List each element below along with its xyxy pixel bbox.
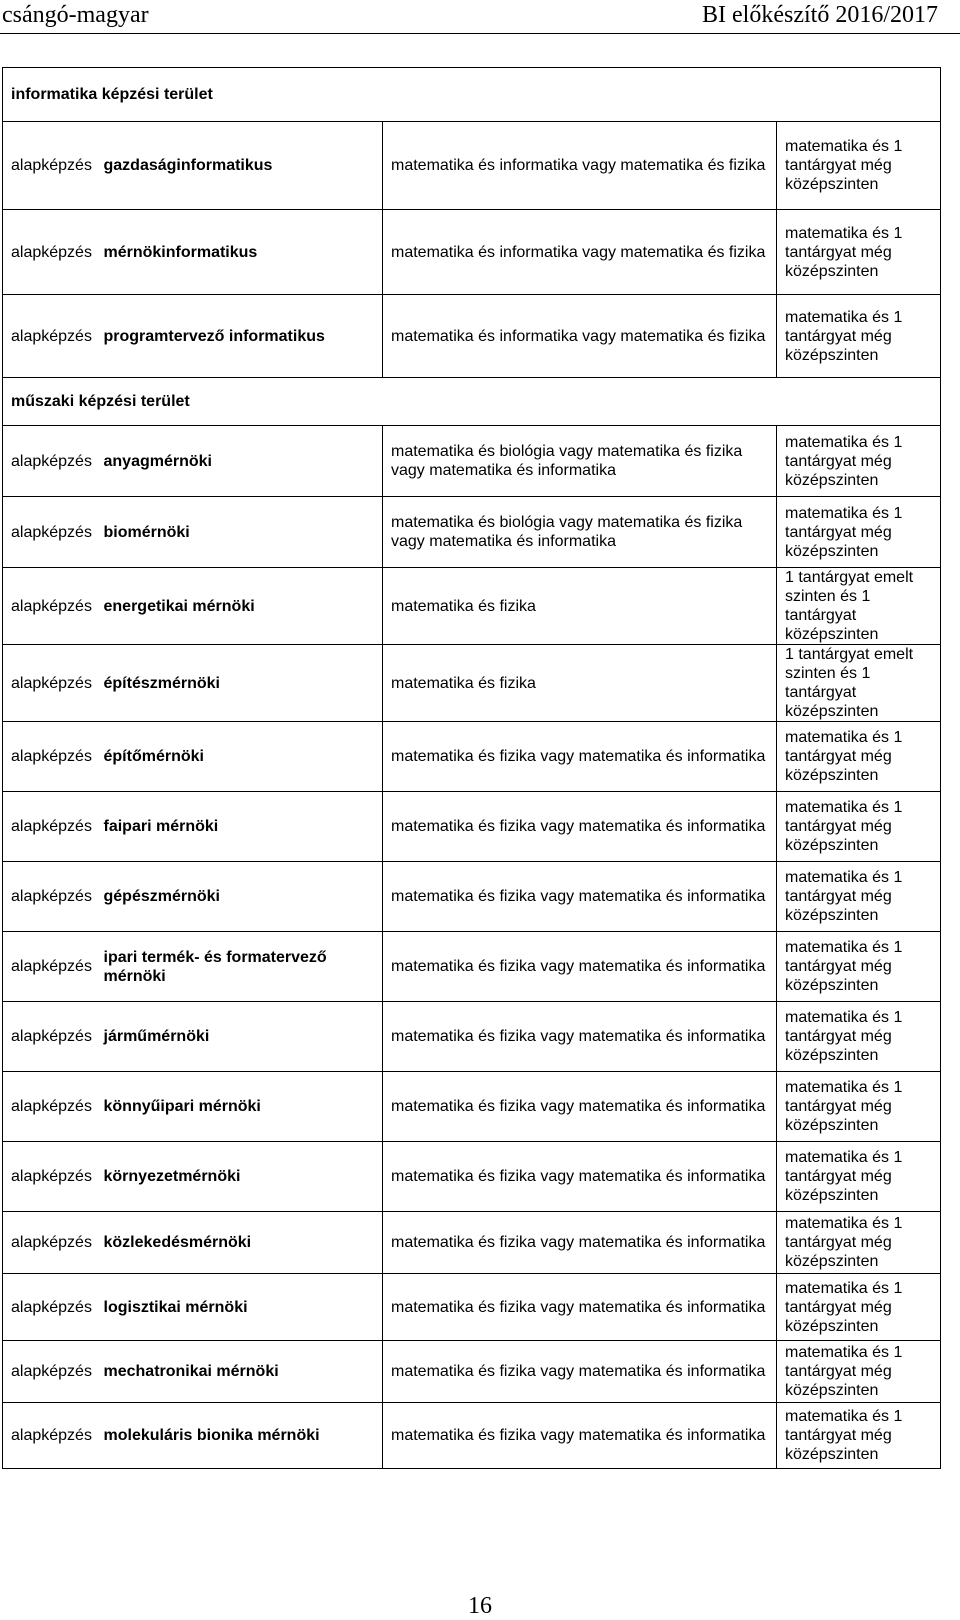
level-cell: alapképzés bbox=[3, 1072, 100, 1142]
table-row bbox=[3, 722, 941, 792]
requirement-cell: matematika és 1 tantárgyat még középszinten bbox=[777, 1341, 941, 1403]
requirement-cell: 1 tantárgyat emelt szinten és 1 tantárgyat középszinten bbox=[777, 568, 941, 645]
subjects-cell: matematika és fizika vagy matematika és informatika bbox=[383, 1274, 777, 1341]
page-number: 16 bbox=[468, 1593, 492, 1619]
section-header-row bbox=[3, 378, 941, 426]
requirement-cell: matematika és 1 tantárgyat még középszinten bbox=[777, 792, 941, 862]
program-name-cell: járműmérnöki bbox=[100, 1002, 383, 1072]
program-name-cell: mérnökinformatikus bbox=[100, 210, 383, 295]
table-row bbox=[3, 1403, 941, 1469]
subjects-cell: matematika és fizika vagy matematika és informatika bbox=[383, 1341, 777, 1403]
program-name-cell: molekuláris bionika mérnöki bbox=[100, 1403, 383, 1469]
subjects-cell: matematika és informatika vagy matematika és fizika bbox=[383, 122, 777, 210]
requirement-cell: 1 tantárgyat emelt szinten és 1 tantárgyat középszinten bbox=[777, 645, 941, 722]
level-cell: alapképzés bbox=[3, 792, 100, 862]
subjects-cell: matematika és fizika bbox=[383, 645, 777, 722]
table-row bbox=[3, 862, 941, 932]
table-row bbox=[3, 210, 941, 295]
requirement-cell: matematika és 1 tantárgyat még középszinten bbox=[777, 1072, 941, 1142]
table-row bbox=[3, 792, 941, 862]
level-cell: alapképzés bbox=[3, 1002, 100, 1072]
requirement-cell: matematika és 1 tantárgyat még középszinten bbox=[777, 1002, 941, 1072]
subjects-cell: matematika és fizika vagy matematika és informatika bbox=[383, 1212, 777, 1274]
program-name-cell: gépészmérnöki bbox=[100, 862, 383, 932]
program-name-cell: logisztikai mérnöki bbox=[100, 1274, 383, 1341]
program-name-cell: programtervező informatikus bbox=[100, 295, 383, 378]
subjects-cell: matematika és biológia vagy matematika és fizika vagy matematika és informatika bbox=[383, 497, 777, 568]
program-name-cell: gazdaságinformatikus bbox=[100, 122, 383, 210]
program-name-cell: könnyűipari mérnöki bbox=[100, 1072, 383, 1142]
level-cell: alapképzés bbox=[3, 210, 100, 295]
requirement-cell: matematika és 1 tantárgyat még középszinten bbox=[777, 1212, 941, 1274]
requirement-cell: matematika és 1 tantárgyat még középszinten bbox=[777, 932, 941, 1002]
subjects-cell: matematika és informatika vagy matematika és fizika bbox=[383, 295, 777, 378]
level-cell: alapképzés bbox=[3, 722, 100, 792]
level-cell: alapképzés bbox=[3, 932, 100, 1002]
section-header-row bbox=[3, 68, 941, 122]
level-cell: alapképzés bbox=[3, 1274, 100, 1341]
program-name-cell: építészmérnöki bbox=[100, 645, 383, 722]
requirement-cell: matematika és 1 tantárgyat még középszinten bbox=[777, 426, 941, 497]
level-cell: alapképzés bbox=[3, 1212, 100, 1274]
level-cell: alapképzés bbox=[3, 1341, 100, 1403]
level-cell: alapképzés bbox=[3, 295, 100, 378]
program-name-cell: energetikai mérnöki bbox=[100, 568, 383, 645]
subjects-cell: matematika és fizika vagy matematika és informatika bbox=[383, 862, 777, 932]
table-row bbox=[3, 1002, 941, 1072]
program-name-cell: anyagmérnöki bbox=[100, 426, 383, 497]
requirement-cell: matematika és 1 tantárgyat még középszinten bbox=[777, 1142, 941, 1212]
program-name-cell: ipari termék- és formatervező mérnöki bbox=[100, 932, 383, 1002]
requirement-cell: matematika és 1 tantárgyat még középszinten bbox=[777, 1403, 941, 1469]
table-row bbox=[3, 122, 941, 210]
table-row bbox=[3, 426, 941, 497]
page-header bbox=[0, 0, 960, 34]
program-name-cell: közlekedésmérnöki bbox=[100, 1212, 383, 1274]
level-cell: alapképzés bbox=[3, 862, 100, 932]
table-row bbox=[3, 568, 941, 645]
table-row bbox=[3, 932, 941, 1002]
subjects-cell: matematika és fizika vagy matematika és informatika bbox=[383, 1403, 777, 1469]
program-name-cell: építőmérnöki bbox=[100, 722, 383, 792]
subjects-cell: matematika és fizika vagy matematika és informatika bbox=[383, 1142, 777, 1212]
program-name-cell: mechatronikai mérnöki bbox=[100, 1341, 383, 1403]
table-row bbox=[3, 1072, 941, 1142]
level-cell: alapképzés bbox=[3, 426, 100, 497]
table-row bbox=[3, 1341, 941, 1403]
section-title: informatika képzési terület bbox=[3, 68, 941, 122]
table-row bbox=[3, 1212, 941, 1274]
level-cell: alapképzés bbox=[3, 568, 100, 645]
requirement-cell: matematika és 1 tantárgyat még középszinten bbox=[777, 295, 941, 378]
program-name-cell: faipari mérnöki bbox=[100, 792, 383, 862]
program-name-cell: környezetmérnöki bbox=[100, 1142, 383, 1212]
level-cell: alapképzés bbox=[3, 1142, 100, 1212]
requirement-cell: matematika és 1 tantárgyat még középszinten bbox=[777, 210, 941, 295]
subjects-cell: matematika és fizika vagy matematika és informatika bbox=[383, 1072, 777, 1142]
header-left-title: csángó-magyar bbox=[2, 2, 149, 28]
subjects-cell: matematika és fizika vagy matematika és informatika bbox=[383, 792, 777, 862]
requirement-cell: matematika és 1 tantárgyat még középszinten bbox=[777, 497, 941, 568]
subjects-cell: matematika és informatika vagy matematika és fizika bbox=[383, 210, 777, 295]
requirement-cell: matematika és 1 tantárgyat még középszinten bbox=[777, 1274, 941, 1341]
table-row bbox=[3, 295, 941, 378]
level-cell: alapképzés bbox=[3, 645, 100, 722]
table-row bbox=[3, 1274, 941, 1341]
subjects-cell: matematika és fizika vagy matematika és informatika bbox=[383, 932, 777, 1002]
subjects-cell: matematika és fizika vagy matematika és informatika bbox=[383, 1002, 777, 1072]
section-title: műszaki képzési terület bbox=[3, 378, 941, 426]
table-row bbox=[3, 645, 941, 722]
level-cell: alapképzés bbox=[3, 1403, 100, 1469]
subjects-cell: matematika és biológia vagy matematika és fizika vagy matematika és informatika bbox=[383, 426, 777, 497]
admission-requirements-table bbox=[2, 67, 941, 1469]
program-name-cell: biomérnöki bbox=[100, 497, 383, 568]
level-cell: alapképzés bbox=[3, 122, 100, 210]
subjects-cell: matematika és fizika bbox=[383, 568, 777, 645]
requirement-cell: matematika és 1 tantárgyat még középszinten bbox=[777, 862, 941, 932]
level-cell: alapképzés bbox=[3, 497, 100, 568]
requirement-cell: matematika és 1 tantárgyat még középszinten bbox=[777, 122, 941, 210]
subjects-cell: matematika és fizika vagy matematika és informatika bbox=[383, 722, 777, 792]
requirement-cell: matematika és 1 tantárgyat még középszinten bbox=[777, 722, 941, 792]
table-row bbox=[3, 497, 941, 568]
table-row bbox=[3, 1142, 941, 1212]
header-right-title: BI előkészítő 2016/2017 bbox=[702, 2, 938, 28]
